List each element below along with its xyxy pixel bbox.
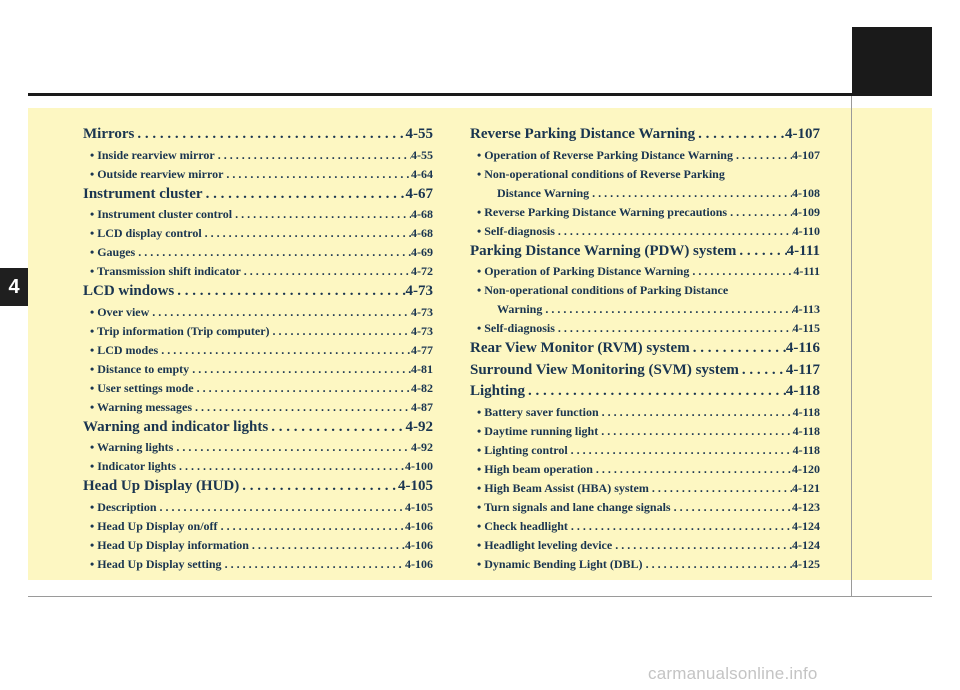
toc-left-column [83,124,433,574]
dot-leader [173,438,411,457]
toc-page-number: 4-124 [792,518,820,533]
dot-leader [135,243,411,262]
toc-page-number: 4-118 [785,383,820,399]
toc-section-entry[interactable] [470,381,820,403]
toc-page-number: 4-125 [792,556,820,571]
toc-entry-title: • Self-diagnosis [477,321,555,335]
dot-leader [690,338,786,360]
toc-entry-title: Lighting [470,383,526,399]
toc-page-number: 4-118 [792,442,820,457]
toc-subentry[interactable] [470,479,820,498]
toc-subentry[interactable] [83,205,433,224]
toc-entry-title: • Reverse Parking Distance Warning precautions [477,204,728,219]
dot-leader [695,124,785,146]
toc-page-number: 4-105 [398,478,433,494]
dot-leader [689,262,793,281]
toc-entry-title: Distance Warning [497,185,590,200]
toc-page-number: 4-106 [405,518,433,533]
toc-section-entry[interactable] [83,281,433,303]
toc-page-number: 4-69 [411,245,433,259]
toc-subentry[interactable] [83,498,433,517]
toc-page-number: 4-55 [405,126,433,142]
toc-subentry[interactable] [83,322,433,341]
toc-entry-title: Rear View Monitor (RVM) system [470,340,690,356]
toc-entry-title: • Check headlight [477,518,568,533]
dot-leader [232,205,411,224]
toc-subentry[interactable] [83,438,433,457]
toc-subentry[interactable] [470,441,820,460]
toc-page-number: 4-117 [785,361,820,378]
toc-subentry[interactable] [83,341,433,360]
dot-leader [215,146,411,165]
dot-leader [222,555,405,574]
toc-entry-title: • Daytime running light [477,423,599,438]
toc-entry-title: • Turn signals and lane change signals [477,499,671,514]
toc-right-column [470,124,820,574]
toc-section-entry[interactable] [83,417,433,439]
toc-subentry[interactable] [470,536,820,555]
dot-leader [134,124,405,146]
toc-entry-title: Instrument cluster [83,185,203,202]
dot-leader [542,300,792,319]
toc-subentry[interactable] [470,498,820,517]
toc-page-number: 4-81 [411,361,433,376]
toc-page-number: 4-100 [405,459,433,473]
toc-entry-title: • Lighting control [477,442,568,457]
toc-subentry[interactable] [470,184,820,203]
dot-leader [194,379,411,398]
toc-subentry[interactable] [83,262,433,281]
dot-leader [241,262,411,281]
toc-entry-title: • Over view [90,304,150,319]
toc-subentry[interactable] [470,262,820,281]
toc-page-number: 4-116 [785,340,820,356]
dot-leader [555,222,793,241]
toc-subentry[interactable] [470,281,820,300]
toc-entry-title: • Distance to empty [90,361,190,376]
dot-leader [671,498,792,517]
dot-leader [555,319,793,338]
toc-subentry[interactable] [470,146,820,165]
toc-entry-title: • Instrument cluster control [90,207,233,221]
toc-entry-title: • Operation of Parking Distance Warning [477,264,690,278]
toc-subentry[interactable] [470,165,820,184]
toc-entry-title: • LCD display control [90,226,202,240]
toc-page-number: 4-109 [792,204,820,219]
toc-entry-title: • Headlight leveling device [477,537,613,552]
toc-page-number: 4-124 [792,537,820,552]
toc-page-number: 4-105 [405,499,433,514]
dot-leader [270,322,411,341]
toc-subentry[interactable] [83,303,433,322]
toc-entry-title: Warning [497,302,543,316]
dot-leader [589,184,792,203]
dot-leader [158,341,411,360]
toc-subentry[interactable] [83,536,433,555]
dot-leader [218,517,405,536]
toc-page-number: 4-108 [792,185,820,200]
watermark: carmanualsonline.info [648,664,818,683]
toc-subentry[interactable] [470,203,820,222]
toc-page-number: 4-115 [792,321,820,335]
toc-page-number: 4-64 [411,166,433,181]
toc-entry-title: • Operation of Reverse Parking Distance Warning [477,147,733,162]
toc-page-number: 4-82 [411,380,433,395]
toc-subentry[interactable] [83,360,433,379]
chapter-tab: 4 [0,268,28,306]
toc-subentry[interactable] [83,398,433,417]
toc-entry-title: • Trip information (Trip computer) [90,323,270,338]
dot-leader [149,303,411,322]
toc-page-number: 4-73 [411,323,433,338]
toc-subentry[interactable] [83,457,433,476]
toc-entry-title: • Warning messages [90,399,192,414]
toc-entry-title: • Non-operational conditions of Parking Distance [477,283,729,297]
toc-page-number: 4-120 [792,461,820,476]
toc-page-number: 4-77 [411,342,433,357]
dot-leader [739,360,786,382]
toc-subentry[interactable] [470,300,820,319]
toc-section-entry[interactable] [83,184,433,206]
dot-leader [733,146,792,165]
toc-entry-title: • Transmission shift indicator [90,264,241,278]
dot-leader [239,476,398,498]
dot-leader [643,555,792,574]
toc-subentry[interactable] [470,403,820,422]
toc-page-number: 4-123 [792,499,820,514]
toc-subentry[interactable] [83,517,433,536]
toc-entry-title: LCD windows [83,283,175,299]
dot-leader [174,281,405,303]
toc-subentry[interactable] [83,555,433,574]
toc-page-number: 4-68 [411,226,433,240]
dot-leader [736,241,786,263]
toc-subentry[interactable] [470,460,820,479]
toc-page-number: 4-92 [405,418,433,435]
dot-leader [268,417,405,439]
toc-page-number: 4-121 [792,480,820,495]
toc-entry-title: • Self-diagnosis [477,223,555,238]
dot-leader [727,203,792,222]
toc-page-number: 4-106 [405,556,433,571]
toc-entry-title: Reverse Parking Distance Warning [470,126,696,142]
toc-entry-title: Mirrors [83,126,135,142]
toc-subentry[interactable] [83,165,433,184]
toc-page-number: 4-73 [411,304,433,319]
header-tab-block [852,27,932,95]
toc-entry-title: Head Up Display (HUD) [83,478,240,494]
toc-page-number: 4-72 [411,264,433,278]
toc-entry-title: • Indicator lights [90,459,176,473]
toc-entry-title: • Head Up Display on/off [90,518,218,533]
dot-leader [203,184,406,206]
dot-leader [649,479,792,498]
toc-section-entry[interactable] [470,360,820,382]
toc-subentry[interactable] [83,379,433,398]
toc-subentry[interactable] [470,517,820,536]
bottom-rule [28,596,932,597]
dot-leader [202,224,411,243]
toc-page-number: 4-111 [793,264,820,278]
toc-entry-title: • LCD modes [90,342,159,357]
margin-line [851,96,852,596]
toc-section-entry[interactable] [470,241,820,263]
dot-leader [249,536,405,555]
toc-entry-title: • Head Up Display information [90,537,249,552]
toc-page-number: 4-118 [792,423,820,438]
dot-leader [593,460,792,479]
dot-leader [223,165,411,184]
toc-subentry[interactable] [470,422,820,441]
toc-section-entry[interactable] [83,476,433,498]
toc-subentry[interactable] [470,555,820,574]
dot-leader [192,398,411,417]
toc-entry-title: Parking Distance Warning (PDW) system [470,242,737,259]
toc-page-number: 4-111 [786,242,820,259]
toc-entry-title: • Head Up Display setting [90,556,222,571]
top-rule [28,93,932,96]
dot-leader [612,536,792,555]
toc-subentry[interactable] [470,319,820,338]
toc-page-number: 4-118 [792,404,820,419]
dot-leader [525,381,786,403]
toc-entry-title: • High Beam Assist (HBA) system [477,480,649,495]
toc-entry-title: • High beam operation [477,461,593,476]
toc-subentry[interactable] [83,224,433,243]
dot-leader [189,360,411,379]
toc-page-number: 4-107 [785,126,820,142]
toc-page-number: 4-92 [411,440,433,454]
toc-page-number: 4-87 [411,399,433,414]
toc-page-number: 4-73 [405,283,433,299]
toc-page-number: 4-55 [411,147,433,162]
toc-entry-title: • Inside rearview mirror [90,147,215,162]
toc-subentry[interactable] [470,222,820,241]
toc-section-entry[interactable] [470,338,820,360]
toc-entry-title: • Gauges [90,245,136,259]
dot-leader [176,457,405,476]
toc-section-entry[interactable] [83,124,433,146]
dot-leader [157,498,405,517]
toc-entry-title: Surround View Monitoring (SVM) system [470,361,739,378]
toc-entry-title: • Non-operational conditions of Reverse Parking [477,166,725,181]
toc-page-number: 4-107 [792,147,820,162]
toc-entry-title: Warning and indicator lights [83,418,269,435]
toc-page-number: 4-68 [411,207,433,221]
dot-leader [598,422,792,441]
toc-page-number: 4-67 [405,185,433,202]
dot-leader [568,517,792,536]
toc-entry-title: • Outside rearview mirror [90,166,224,181]
toc-entry-title: • Dynamic Bending Light (DBL) [477,556,643,571]
toc-entry-title: • User settings mode [90,380,194,395]
toc-entry-title: • Battery saver function [477,404,599,419]
toc-subentry[interactable] [83,146,433,165]
dot-leader [568,441,793,460]
toc-subentry[interactable] [83,243,433,262]
toc-entry-title: • Warning lights [90,440,174,454]
toc-page-number: 4-113 [792,302,820,316]
dot-leader [599,403,793,422]
toc-entry-title: • Description [90,499,157,514]
toc-page-number: 4-106 [405,537,433,552]
toc-section-entry[interactable] [470,124,820,146]
toc-page-number: 4-110 [792,223,820,238]
